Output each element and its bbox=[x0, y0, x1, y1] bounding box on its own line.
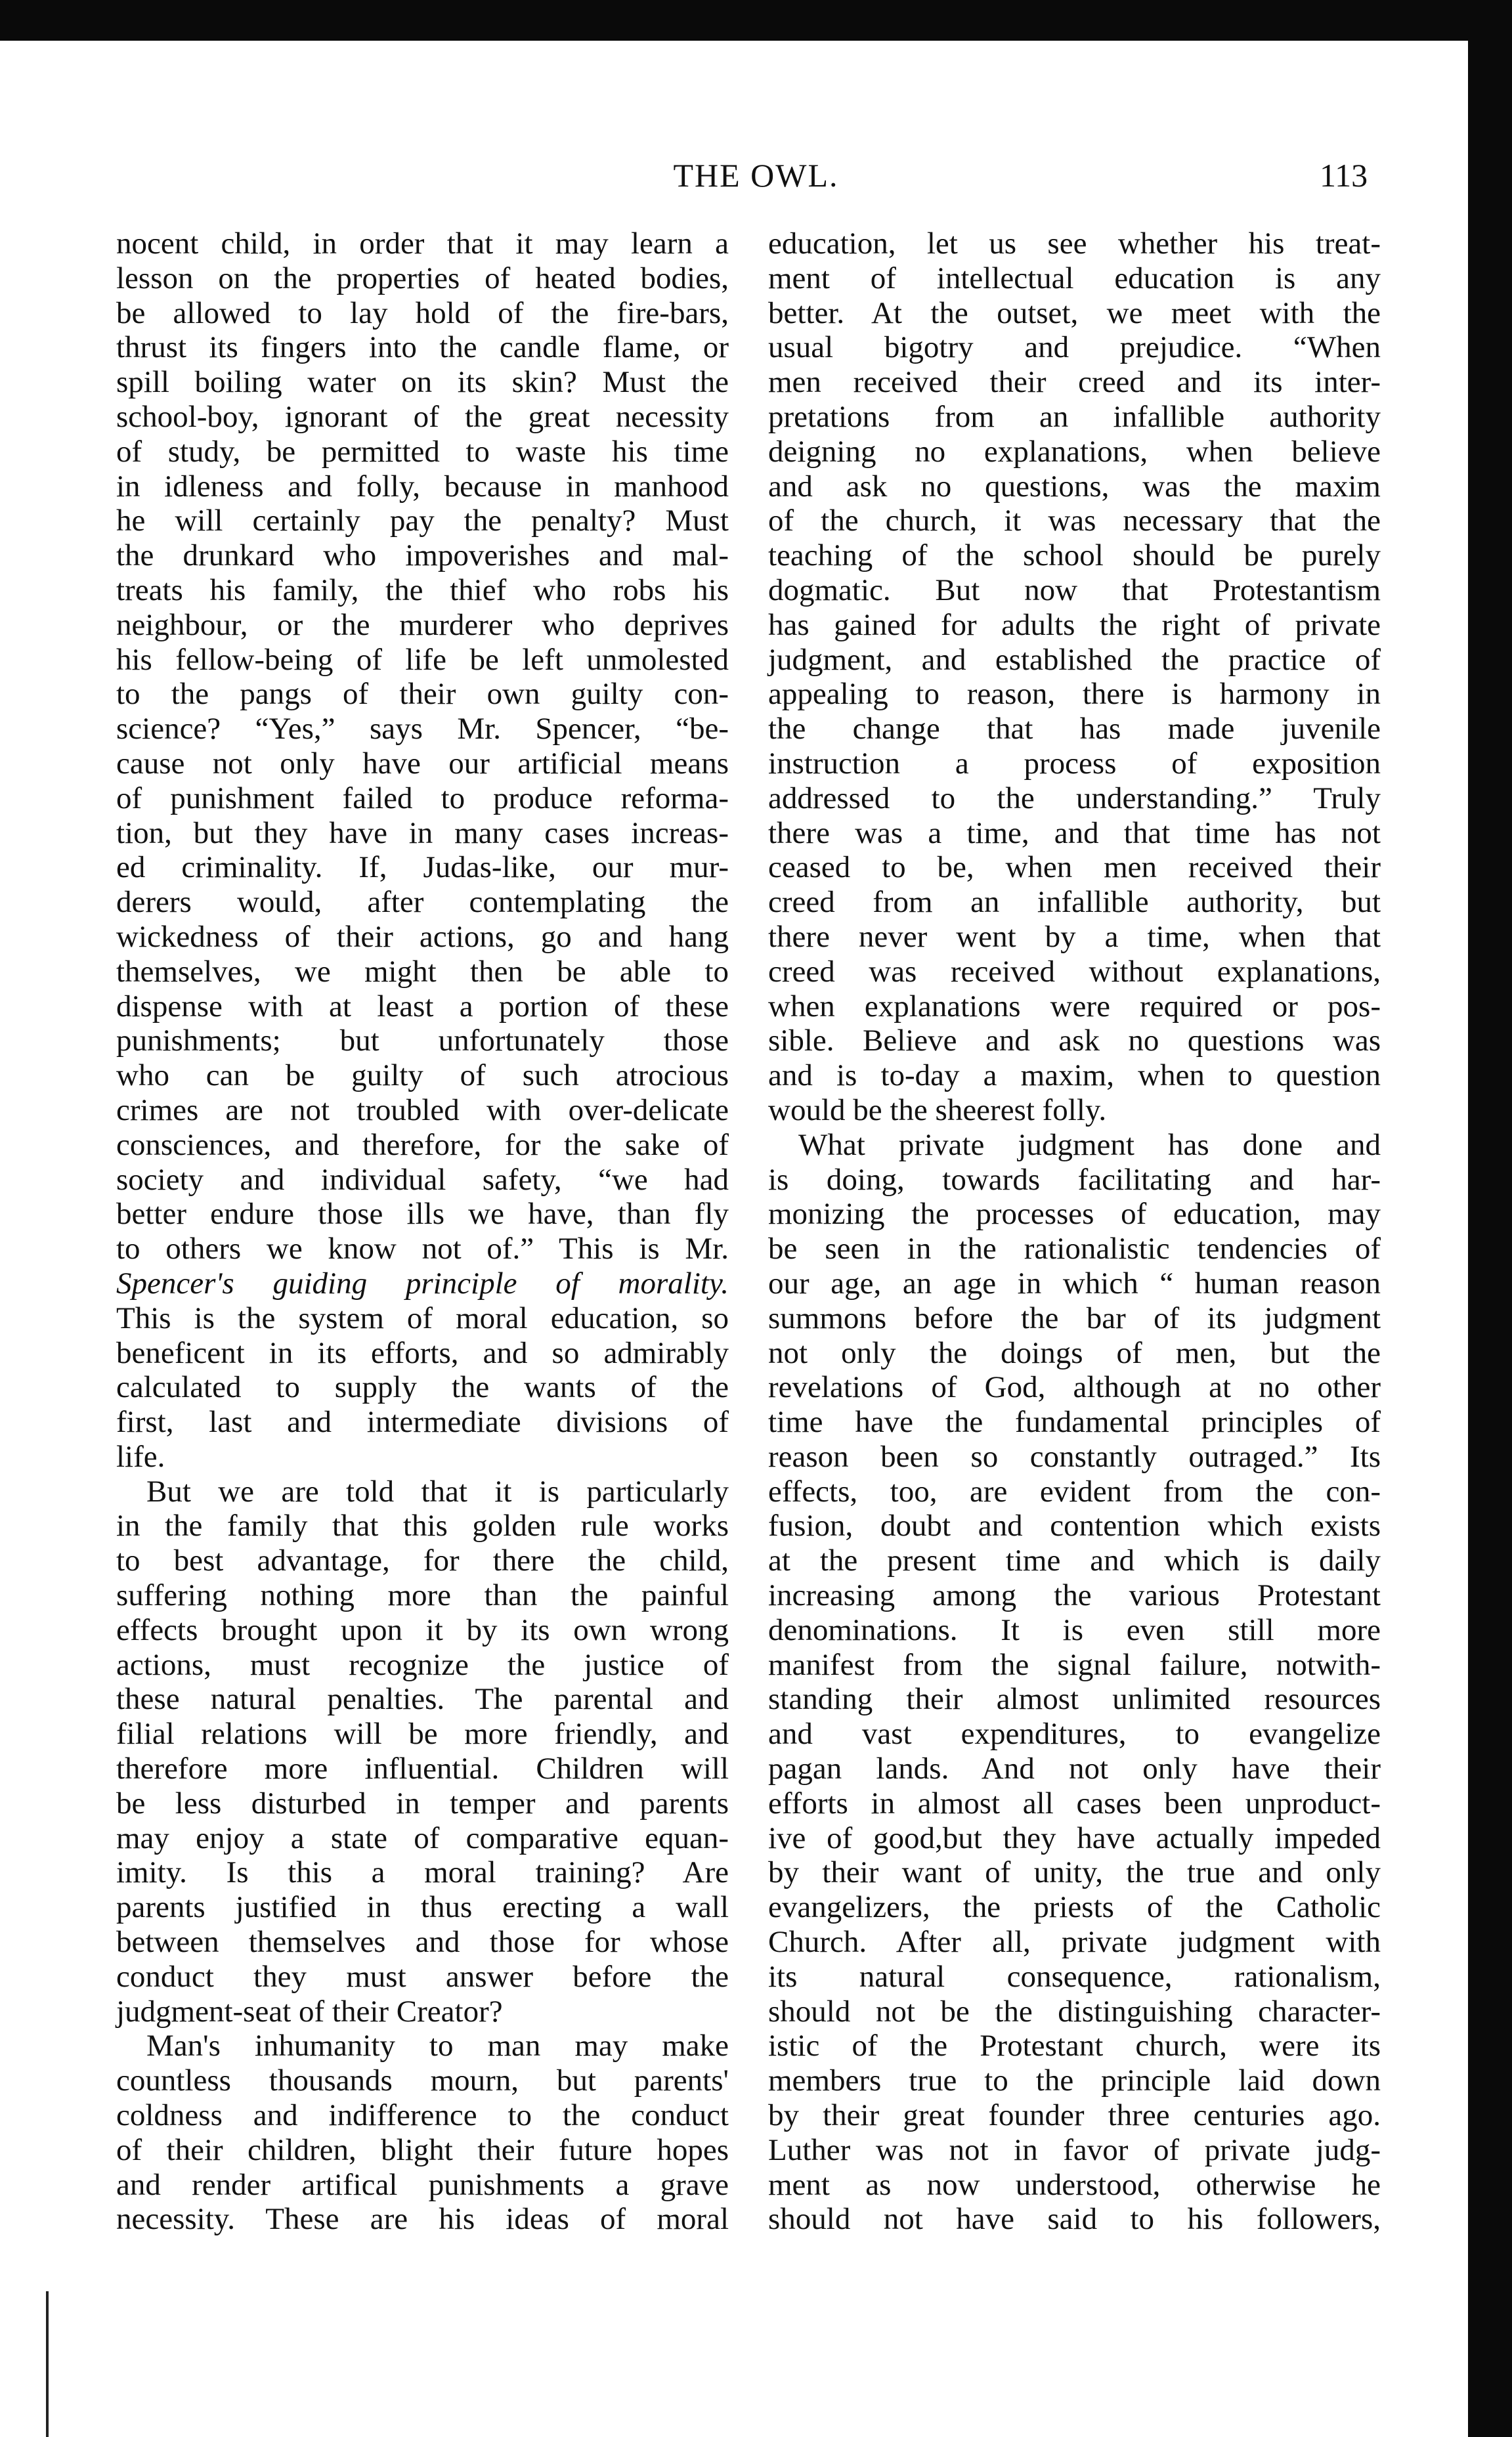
text-line: instruction a process of exposition bbox=[768, 746, 1381, 781]
text-line: when explanations were required or pos- bbox=[768, 989, 1381, 1024]
text-line: denominations. It is even still more bbox=[768, 1612, 1381, 1647]
text-line: its natural consequence, rationalism, bbox=[768, 1959, 1381, 1994]
text-line: calculated to supply the wants of the bbox=[116, 1370, 729, 1405]
text-line: Church. After all, private judgment with bbox=[768, 1925, 1381, 1960]
text-line: Luther was not in favor of private judg- bbox=[768, 2132, 1381, 2167]
text-line: ed criminality. If, Judas-like, our mur- bbox=[116, 850, 729, 885]
text-line: better. At the outset, we meet with the bbox=[768, 295, 1381, 330]
text-line: effects brought upon it by its own wrong bbox=[116, 1612, 729, 1647]
text-line: neighbour, or the murderer who deprives bbox=[116, 607, 729, 642]
text-line: summons before the bar of its judgment bbox=[768, 1301, 1381, 1335]
text-line: Man's inhumanity to man may make bbox=[146, 2029, 729, 2063]
text-line: and render artifical punishments a grave bbox=[116, 2167, 729, 2202]
text-line: in idleness and folly, because in manhood bbox=[116, 469, 729, 504]
text-line: necessity. These are his ideas of moral bbox=[116, 2202, 729, 2237]
page-number: 113 bbox=[1320, 157, 1368, 194]
text-line: nocent child, in order that it may learn a bbox=[116, 226, 729, 261]
text-column-right bbox=[768, 226, 1381, 2237]
text-line: therefore more influential. Children will bbox=[116, 1752, 729, 1786]
text-line: pagan lands. And not only have their bbox=[768, 1752, 1381, 1786]
text-line: society and individual safety, “we had bbox=[116, 1162, 729, 1197]
text-line: beneficent in its efforts, and so admirably bbox=[116, 1335, 729, 1370]
text-line: and is to-day a maxim, when to question bbox=[768, 1058, 1381, 1093]
running-head-title: THE OWL. bbox=[673, 157, 839, 194]
text-line: and vast expenditures, to evangelize bbox=[768, 1717, 1381, 1752]
text-line: appealing to reason, there is harmony in bbox=[768, 677, 1381, 712]
text-line: standing their almost unlimited resources bbox=[768, 1682, 1381, 1717]
text-line: fusion, doubt and contention which exists bbox=[768, 1509, 1381, 1543]
text-line: is doing, towards facilitating and har- bbox=[768, 1162, 1381, 1197]
text-line: be allowed to lay hold of the fire-bars, bbox=[116, 295, 729, 330]
text-line: would be the sheerest folly. bbox=[768, 1092, 1107, 1127]
text-line: creed was received without explanations, bbox=[768, 954, 1381, 989]
text-line: derers would, after contemplating the bbox=[116, 885, 729, 920]
text-line: monizing the processes of education, may bbox=[768, 1197, 1381, 1232]
text-line: manifest from the signal failure, notwith- bbox=[768, 1647, 1381, 1682]
text-line: effects, too, are evident from the con- bbox=[768, 1474, 1381, 1509]
text-line: pretations from an infallible authority bbox=[768, 399, 1381, 434]
text-line: in the family that this golden rule works bbox=[116, 1509, 729, 1543]
text-line: Spencer's guiding principle of morality. bbox=[116, 1266, 729, 1301]
text-line: to best advantage, for there the child, bbox=[116, 1543, 729, 1578]
text-line: creed from an infallible authority, but bbox=[768, 885, 1381, 920]
text-line: coldness and indifference to the conduct bbox=[116, 2098, 729, 2133]
text-line: he will certainly pay the penalty? Must bbox=[116, 504, 729, 538]
text-line: these natural penalties. The parental and bbox=[116, 1682, 729, 1717]
text-line: of their children, blight their future hopes bbox=[116, 2132, 729, 2167]
text-line: increasing among the various Protestant bbox=[768, 1578, 1381, 1613]
text-line: crimes are not troubled with over-delicate bbox=[116, 1092, 729, 1127]
scan-edge-left bbox=[46, 2291, 49, 2437]
scan-border-right bbox=[1468, 0, 1512, 2437]
text-line: dogmatic. But now that Protestantism bbox=[768, 572, 1381, 607]
text-line: parents justified in thus erecting a wall bbox=[116, 1890, 729, 1925]
text-line: time have the fundamental principles of bbox=[768, 1405, 1381, 1440]
text-column-left bbox=[116, 226, 729, 2237]
text-line: by their great founder three centuries ago. bbox=[768, 2098, 1381, 2133]
text-line: and ask no questions, was the maxim bbox=[768, 469, 1381, 504]
text-line: education, let us see whether his treat- bbox=[768, 226, 1381, 261]
text-line: conduct they must answer before the bbox=[116, 1959, 729, 1994]
text-line: themselves, we might then be able to bbox=[116, 954, 729, 989]
text-line: filial relations will be more friendly, and bbox=[116, 1717, 729, 1752]
text-line: actions, must recognize the justice of bbox=[116, 1647, 729, 1682]
text-line: thrust its fingers into the candle flame, or bbox=[116, 330, 729, 365]
text-line: wickedness of their actions, go and hang bbox=[116, 919, 729, 954]
text-line: men received their creed and its inter- bbox=[768, 365, 1381, 400]
text-line: tion, but they have in many cases increas- bbox=[116, 815, 729, 850]
text-line: there never went by a time, when that bbox=[768, 919, 1381, 954]
text-line: usual bigotry and prejudice. “When bbox=[768, 330, 1381, 365]
text-line: first, last and intermediate divisions of bbox=[116, 1405, 729, 1440]
text-line: reason been so constantly outraged.” Its bbox=[768, 1439, 1381, 1474]
text-line: the change that has made juvenile bbox=[768, 712, 1381, 746]
scan-border-top bbox=[0, 0, 1512, 41]
text-line: between themselves and those for whose bbox=[116, 1925, 729, 1960]
text-line: by their want of unity, the true and only bbox=[768, 1855, 1381, 1890]
text-line: be less disturbed in temper and parents bbox=[116, 1786, 729, 1821]
text-line: lesson on the properties of heated bodies, bbox=[116, 261, 729, 295]
text-line: evangelizers, the priests of the Catholic bbox=[768, 1890, 1381, 1925]
text-line: consciences, and therefore, for the sake of bbox=[116, 1127, 729, 1162]
text-line: of study, be permitted to waste his time bbox=[116, 434, 729, 469]
text-line: who can be guilty of such atrocious bbox=[116, 1058, 729, 1093]
text-line: deigning no explanations, when believe bbox=[768, 434, 1381, 469]
text-line: What private judgment has done and bbox=[798, 1127, 1381, 1162]
text-line: should not be the distinguishing character- bbox=[768, 1994, 1381, 2029]
text-line: be seen in the rationalistic tendencies of bbox=[768, 1232, 1381, 1266]
text-line: life. bbox=[116, 1439, 165, 1474]
text-line: ive of good,but they have actually impeded bbox=[768, 1821, 1381, 1855]
text-line: cause not only have our artificial means bbox=[116, 746, 729, 781]
text-line: our age, an age in which “ human reason bbox=[768, 1266, 1381, 1301]
text-line: dispense with at least a portion of these bbox=[116, 989, 729, 1024]
text-line: science? “Yes,” says Mr. Spencer, “be- bbox=[116, 712, 729, 746]
text-line: treats his family, the thief who robs his bbox=[116, 572, 729, 607]
text-line: ment of intellectual education is any bbox=[768, 261, 1381, 295]
text-line: at the present time and which is daily bbox=[768, 1543, 1381, 1578]
text-line: spill boiling water on its skin? Must the bbox=[116, 365, 729, 400]
text-line: imity. Is this a moral training? Are bbox=[116, 1855, 729, 1890]
text-line: members true to the principle laid down bbox=[768, 2063, 1381, 2098]
text-line: should not have said to his followers, bbox=[768, 2202, 1381, 2237]
text-line: But we are told that it is particularly bbox=[146, 1474, 729, 1509]
text-line: punishments; but unfortunately those bbox=[116, 1024, 729, 1058]
text-line: the drunkard who impoverishes and mal- bbox=[116, 538, 729, 573]
text-line: school-boy, ignorant of the great necessity bbox=[116, 399, 729, 434]
text-line: efforts in almost all cases been unproduct- bbox=[768, 1786, 1381, 1821]
text-line: sible. Believe and ask no questions was bbox=[768, 1024, 1381, 1058]
text-line: not only the doings of men, but the bbox=[768, 1335, 1381, 1370]
text-line: addressed to the understanding.” Truly bbox=[768, 781, 1381, 815]
text-line: This is the system of moral education, so bbox=[116, 1301, 729, 1335]
text-line: to the pangs of their own guilty con- bbox=[116, 677, 729, 712]
text-line: ment as now understood, otherwise he bbox=[768, 2167, 1381, 2202]
text-line: istic of the Protestant church, were its bbox=[768, 2029, 1381, 2063]
text-line: there was a time, and that time has not bbox=[768, 815, 1381, 850]
text-line: his fellow-being of life be left unmolested bbox=[116, 642, 729, 677]
text-line: has gained for adults the right of private bbox=[768, 607, 1381, 642]
text-line: better endure those ills we have, than fly bbox=[116, 1197, 729, 1232]
text-line: suffering nothing more than the painful bbox=[116, 1578, 729, 1613]
text-line: of punishment failed to produce reforma- bbox=[116, 781, 729, 815]
text-line: revelations of God, although at no other bbox=[768, 1370, 1381, 1405]
text-line: to others we know not of.” This is Mr. bbox=[116, 1232, 729, 1266]
text-line: ceased to be, when men received their bbox=[768, 850, 1381, 885]
text-line: judgment-seat of their Creator? bbox=[116, 1994, 503, 2029]
text-line: may enjoy a state of comparative equan- bbox=[116, 1821, 729, 1855]
text-line: judgment, and established the practice of bbox=[768, 642, 1381, 677]
text-line: teaching of the school should be purely bbox=[768, 538, 1381, 573]
text-line: countless thousands mourn, but parents' bbox=[116, 2063, 729, 2098]
text-line: of the church, it was necessary that the bbox=[768, 504, 1381, 538]
